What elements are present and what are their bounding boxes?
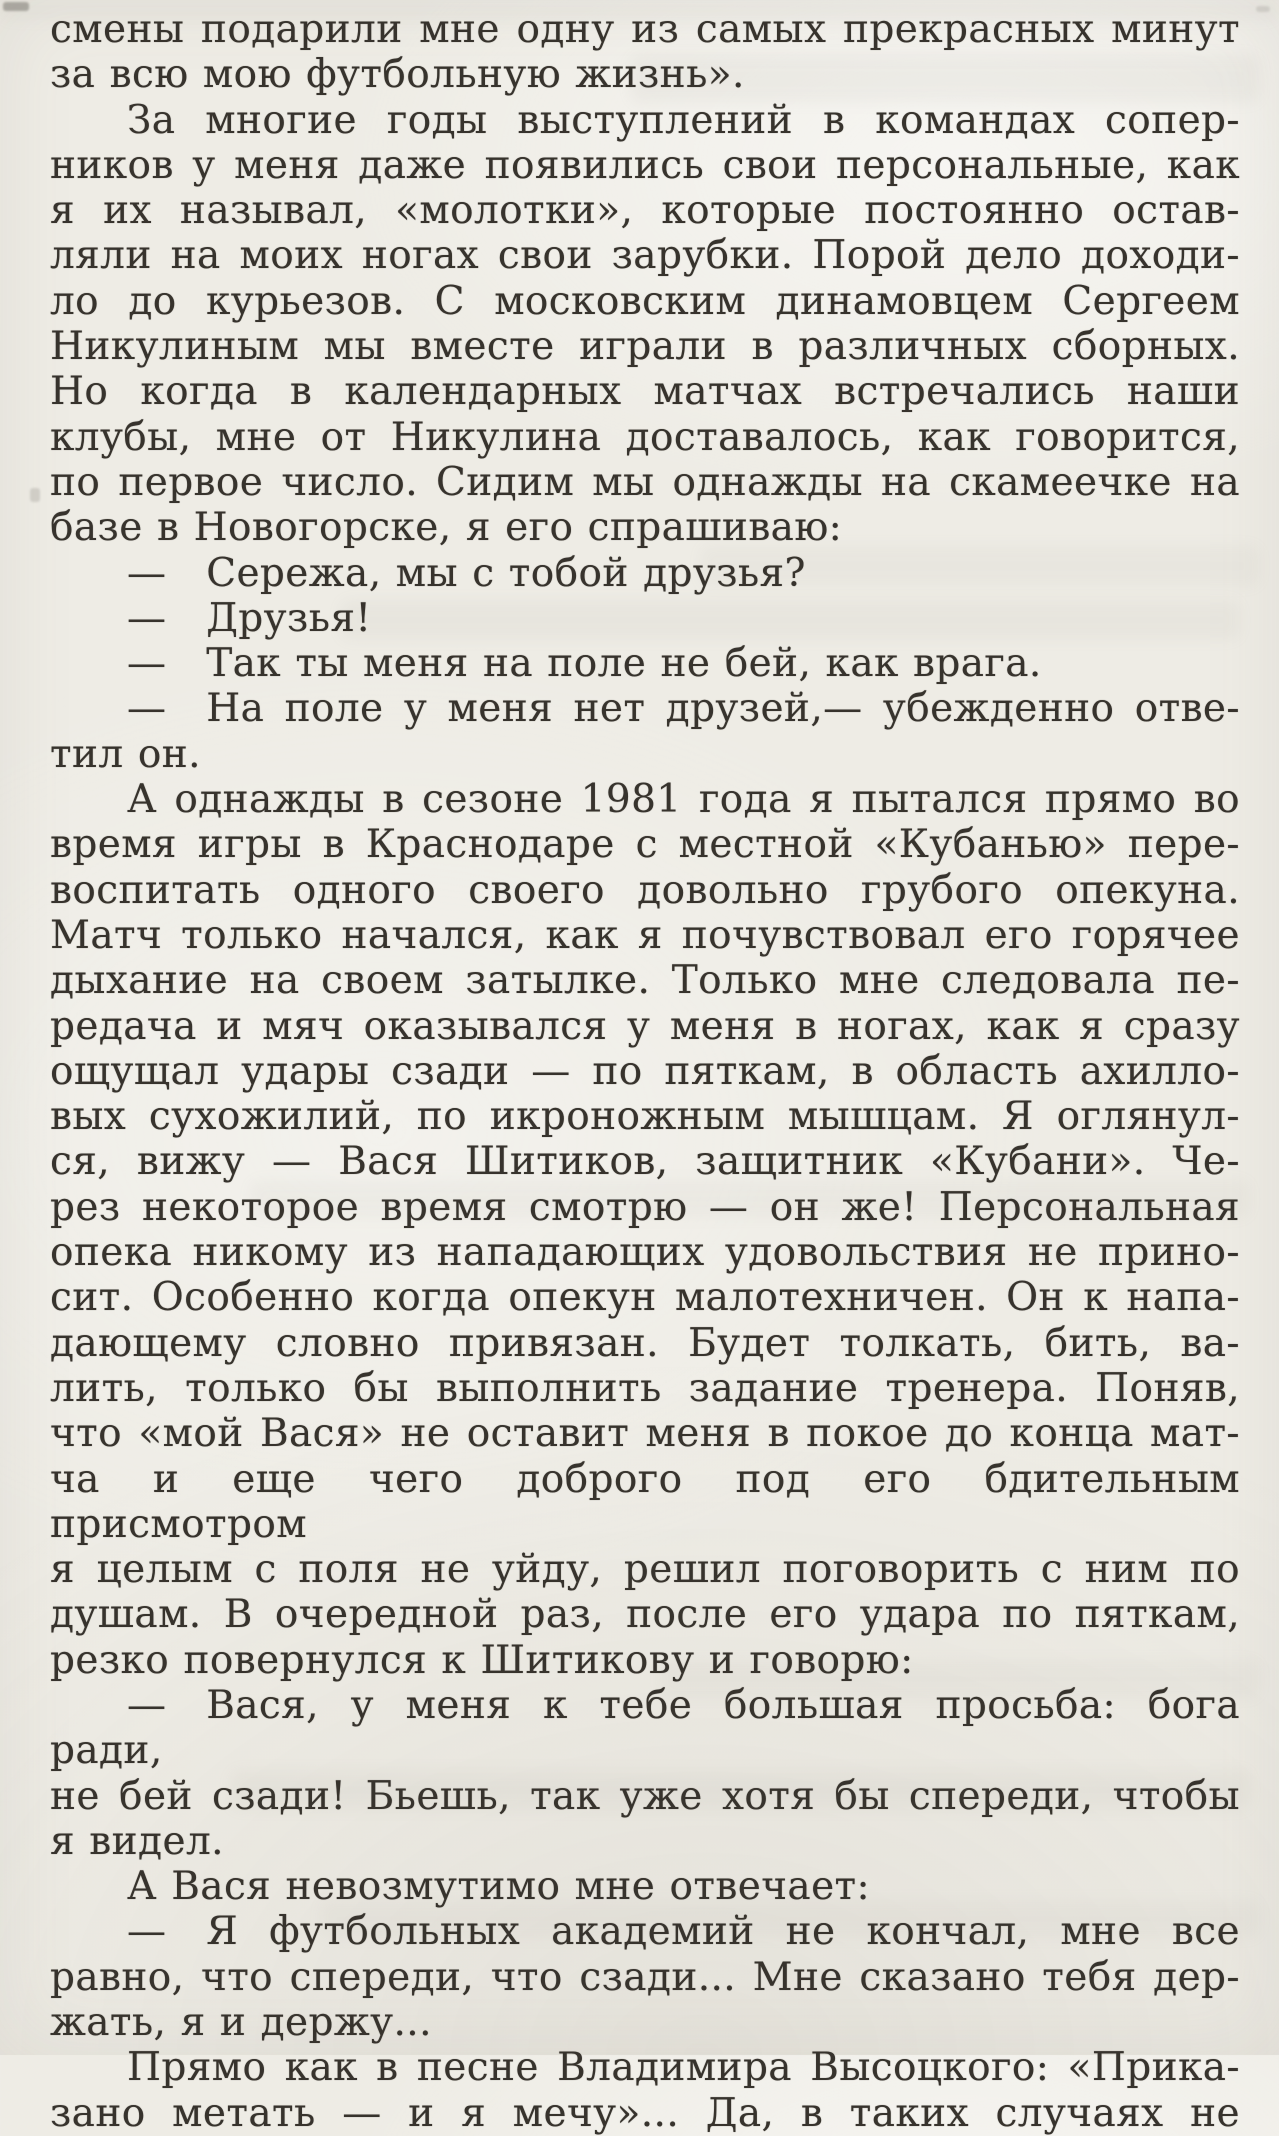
text-line: душам. В очередной раз, после его удара по пяткам, <box>50 1592 1240 1638</box>
text-line: Никулиным мы вместе играли в различных сборных. <box>50 324 1240 370</box>
text-line: клубы, мне от Никулина доставалось, как говорится, <box>50 414 1240 460</box>
page-text <box>50 7 1240 2136</box>
text-line: — Друзья! <box>127 595 372 641</box>
text-line: не бей сзади! Бьешь, так уже хотя бы спереди, чтобы <box>50 1773 1240 1819</box>
text-line: лить, только бы выполнить задание тренера. Поняв, <box>50 1365 1240 1411</box>
text-line: ников у меня даже появились свои персональные, как <box>50 142 1240 188</box>
text-line: сит. Особенно когда опекун малотехничен. Он к напа- <box>50 1275 1240 1321</box>
text-line: ощущал удары сзади — по пяткам, в область ахилло- <box>50 1048 1240 1094</box>
text-line: А однажды в сезоне 1981 года я пытался прямо во <box>127 777 1240 823</box>
text-line: За многие годы выступлений в командах сопер- <box>127 97 1240 143</box>
text-line: ляли на моих ногах свои зарубки. Порой дело доходи- <box>50 233 1240 279</box>
text-line: — Я футбольных академий не кончал, мне все <box>127 1909 1240 1955</box>
text-line: смены подарили мне одну из самых прекрасных минут <box>50 7 1240 52</box>
text-line: время игры в Краснодаре с местной «Кубанью» пере- <box>50 822 1240 868</box>
text-line: я видел. <box>50 1818 224 1864</box>
text-line: Матч только начался, как я почувствовал его горячее <box>50 912 1240 958</box>
text-line: опека никому из нападающих удовольствия не прино- <box>50 1230 1240 1276</box>
text-line: дающему словно привязан. Будет толкать, бить, ва- <box>50 1320 1240 1366</box>
text-line: резко повернулся к Шитикову и говорю: <box>50 1637 914 1683</box>
text-line: я целым с поля не уйду, решил поговорить с ним по <box>50 1547 1240 1593</box>
text-line: ся, вижу — Вася Шитиков, защитник «Кубани». Че- <box>50 1139 1240 1185</box>
text-line: равно, что спереди, что сзади... Мне сказано тебя дер- <box>50 1954 1240 2000</box>
text-line: воспитать одного своего довольно грубого опекуна. <box>50 867 1240 913</box>
text-line: зано метать — и я мечу»... Да, в таких случаях не <box>50 2090 1240 2136</box>
text-line: редача и мяч оказывался у меня в ногах, как я сразу <box>50 1003 1240 1049</box>
text-line: вых сухожилий, по икроножным мышцам. Я оглянул- <box>50 1094 1240 1140</box>
text-line: ча и еще чего доброго под его бдительным присмотром <box>50 1456 1240 1547</box>
text-line: тил он. <box>50 731 201 777</box>
text-line: за всю мою футбольную жизнь». <box>50 52 745 98</box>
text-line: я их называл, «молотки», которые постоянно остав- <box>50 188 1240 234</box>
scan-speck <box>1256 6 1270 12</box>
text-line: — На поле у меня нет друзей,— убежденно отве- <box>127 686 1240 732</box>
text-line: — Сережа, мы с тобой друзья? <box>127 550 806 596</box>
text-line: — Так ты меня на поле не бей, как врага. <box>127 641 1042 687</box>
text-line: ло до курьезов. С московским динамовцем Сергеем <box>50 278 1240 324</box>
text-line: Но когда в календарных матчах встречались наши <box>50 369 1240 415</box>
text-line: жать, я и держу... <box>50 2000 432 2046</box>
text-line: А Вася невозмутимо мне отвечает: <box>127 1864 871 1910</box>
text-line: Прямо как в песне Владимира Высоцкого: «Прика- <box>127 2045 1240 2091</box>
text-line: — Вася, у меня к тебе большая просьба: бога ради, <box>50 1682 1240 1774</box>
text-line: рез некоторое время смотрю — он же! Персональная <box>50 1184 1240 1230</box>
scan-speck <box>3 2 29 11</box>
text-line: базе в Новогорске, я его спрашиваю: <box>50 505 843 551</box>
text-line: по первое число. Сидим мы однажды на скамеечке на <box>50 459 1240 505</box>
text-line: что «мой Вася» не оставит меня в покое до конца мат- <box>50 1411 1240 1457</box>
text-line: дыхание на своем затылке. Только мне следовала пе- <box>50 958 1240 1004</box>
scan-speck <box>30 488 40 502</box>
